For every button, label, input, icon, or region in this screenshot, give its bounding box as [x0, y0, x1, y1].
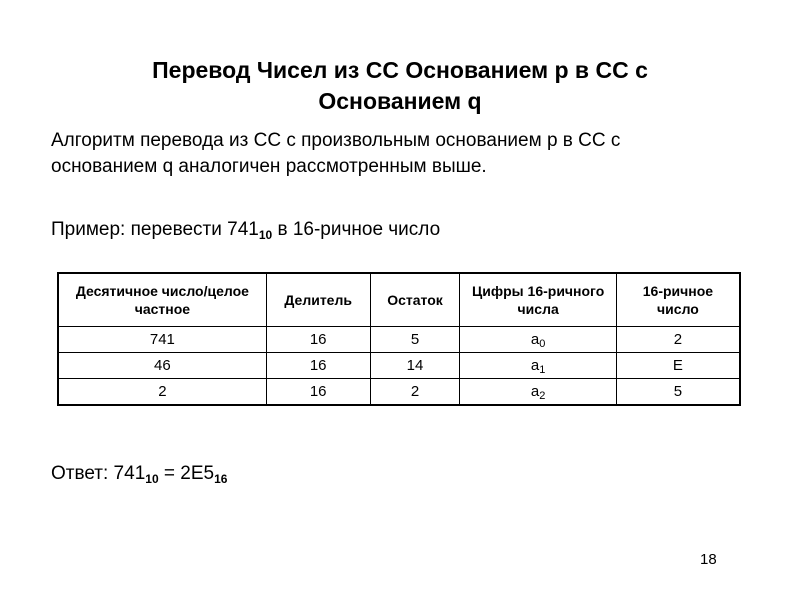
algorithm-line-2: основанием q аналогичен рассмотренным выше. — [51, 156, 487, 177]
cell-quotient: 46 — [58, 353, 266, 379]
answer-base: 10 — [145, 472, 159, 486]
table-row — [58, 327, 740, 353]
title-line-1: Перевод Чисел из СС Основанием p в СС с — [152, 57, 648, 83]
header-divisor: Делитель — [266, 273, 370, 327]
cell-remainder: 2 — [370, 379, 460, 406]
header-hex-number: 16-ричное число — [616, 273, 740, 327]
digit-index: 1 — [539, 364, 546, 376]
answer-equals: = 2E5 — [158, 463, 215, 484]
digit-letter: a — [530, 331, 540, 348]
example-line — [51, 217, 751, 243]
cell-divisor: 16 — [266, 327, 370, 353]
cell-hex: 2 — [616, 327, 740, 353]
digit-letter: a — [530, 383, 540, 400]
answer-prefix: Ответ: 741 — [51, 463, 146, 484]
title-line-2: Основанием q — [318, 88, 482, 114]
digit-letter: a — [530, 357, 540, 374]
answer-result-base: 16 — [214, 472, 228, 486]
digit-index: 0 — [539, 338, 546, 350]
table-row — [58, 379, 740, 406]
answer-line — [51, 461, 751, 487]
cell-digit — [460, 379, 616, 406]
header-remainder: Остаток — [370, 273, 460, 327]
header-quotient: Десятичное число/целое частное — [58, 273, 266, 327]
example-prefix: Пример: перевести 741 — [51, 219, 259, 240]
cell-digit — [460, 327, 616, 353]
cell-quotient: 741 — [58, 327, 266, 353]
cell-hex: 5 — [616, 379, 740, 406]
example-suffix: в 16-ричное число — [272, 219, 441, 240]
algorithm-line-1: Алгоритм перевода из СС с произвольным основанием p в СС с — [51, 130, 621, 151]
page-number: 18 — [700, 551, 717, 568]
cell-divisor: 16 — [266, 379, 370, 406]
cell-hex: E — [616, 353, 740, 379]
table-row — [58, 353, 740, 379]
table-header-row — [58, 273, 740, 327]
slide-title — [60, 55, 740, 117]
cell-remainder: 5 — [370, 327, 460, 353]
cell-quotient: 2 — [58, 379, 266, 406]
cell-divisor: 16 — [266, 353, 370, 379]
digit-index: 2 — [539, 390, 546, 402]
cell-remainder: 14 — [370, 353, 460, 379]
algorithm-paragraph — [51, 128, 751, 180]
conversion-table — [57, 272, 741, 406]
header-hex-digits: Цифры 16-ричного числа — [460, 273, 616, 327]
cell-digit — [460, 353, 616, 379]
example-base: 10 — [258, 228, 273, 242]
